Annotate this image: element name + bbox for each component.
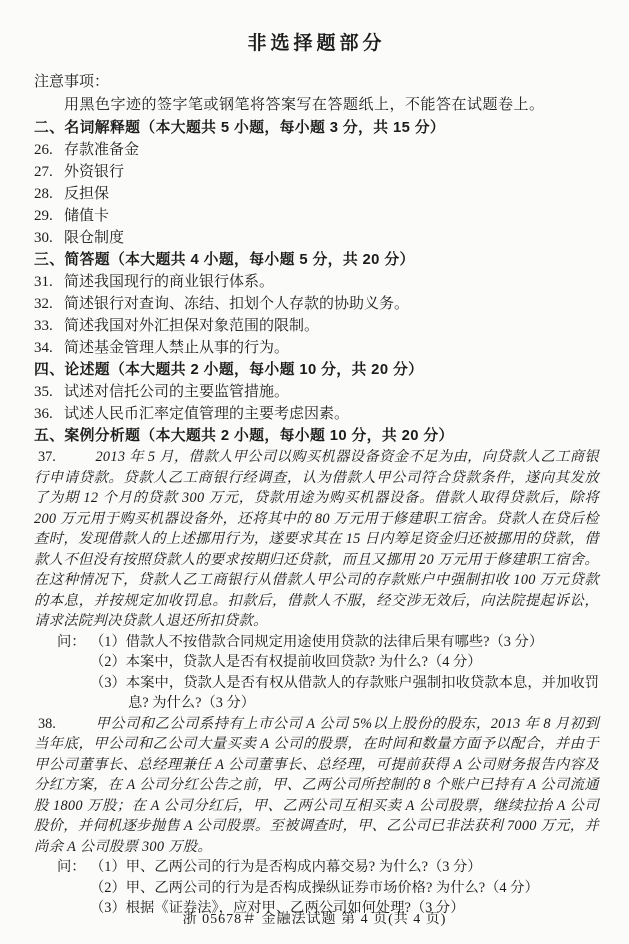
notice-text: 用黑色字迹的签字笔或钢笔将答案写在答题纸上，不能答在试题卷上。 bbox=[64, 97, 545, 113]
page-title: 非选择题部分 bbox=[247, 33, 386, 54]
list-item-36 bbox=[34, 403, 599, 425]
case-38-body-wrap bbox=[34, 714, 599, 858]
list-item-33 bbox=[34, 315, 599, 337]
page-footer: 浙 05678＃ 金融法试题 第 4 页(共 4 页) bbox=[182, 912, 447, 927]
item-number: 31. bbox=[34, 274, 53, 290]
case-37-body-wrap bbox=[34, 447, 599, 632]
item-number: 32. bbox=[34, 296, 53, 312]
list-item-32 bbox=[34, 293, 599, 315]
item-text: 简述基金管理人禁止从事的行为。 bbox=[64, 340, 290, 356]
item-number: 34. bbox=[34, 340, 53, 356]
list-item-34 bbox=[34, 337, 599, 359]
item-number: 33. bbox=[34, 318, 53, 334]
item-text: 限仓制度 bbox=[64, 230, 125, 246]
item-number: 28. bbox=[34, 186, 53, 202]
item-number: 29. bbox=[34, 208, 53, 224]
item-text: 试述人民币汇率定值管理的主要考虑因素。 bbox=[64, 406, 350, 422]
section-heading-essay: 四、论述题（本大题共 2 小题，每小题 10 分，共 20 分） bbox=[34, 362, 424, 378]
section-heading-short-answer: 三、简答题（本大题共 4 小题，每小题 5 分，共 20 分） bbox=[34, 252, 415, 268]
item-number: 30. bbox=[34, 230, 53, 246]
item-number: 27. bbox=[34, 164, 53, 180]
list-item-31 bbox=[34, 271, 599, 293]
item-number: 36. bbox=[34, 406, 53, 422]
list-item-27 bbox=[34, 161, 599, 183]
item-text: 简述我国对外汇担保对象范围的限制。 bbox=[64, 318, 320, 334]
item-text: 简述银行对查询、冻结、扣划个人存款的协助义务。 bbox=[64, 296, 410, 312]
sub-question-2: （2）本案中，贷款人是否有权提前收回贷款? 为什么?（4 分） bbox=[90, 654, 482, 670]
sub-question-3: （3）根据《证券法》，应对甲、乙两公司如何处理?（3 分） bbox=[90, 900, 465, 916]
item-text: 储值卡 bbox=[64, 208, 110, 224]
section-heading-definitions: 二、名词解释题（本大题共 5 小题，每小题 3 分，共 15 分） bbox=[34, 120, 446, 136]
case-body-text: 2013 年 5 月，借款人甲公司以购买机器设备资金不足为由，向贷款人乙工商银行申请贷款。贷款人乙工商银行经调查，认为借款人甲公司符合贷款条件，遂向其发放了为期 12 个月的贷款 300 万元，贷款用途为购买机器设备。借款人取得贷款后，除将 200 万元用于购买机器设备外，还将其中的 80 万元用于修建职工宿舍。贷款人在贷后检查时，发现借款人的上述挪用行为，遂要求其在 15 日内筹足资金归还被挪用的贷款，借款人不但没有按照贷款人的要求按期归还贷款，而且又挪用 20 万元用于修建职工宿舍。在这种情况下，贷款人乙工商银行从借款人甲公司的存款账户中强制扣收 100 万元贷款的本息，并按规定加收罚息。扣款后，借款人不服，经交涉无效后，向法院提起诉讼，请求法院判决贷款人退还所扣贷款。 bbox=[34, 449, 599, 629]
ask-label: 问： bbox=[57, 633, 86, 650]
item-text: 外资银行 bbox=[64, 164, 125, 180]
list-item-30 bbox=[34, 227, 599, 249]
case-body-text: 甲公司和乙公司系持有上市公司 A 公司 5%以上股份的股东，2013 年 8 月初到当年底，甲公司和乙公司大量买卖 A 公司的股票，在时间和数量方面予以配合，并由于甲公司董事长、总经理兼任 A 公司董事长、总经理，可提前获得 A 公司财务报告内容及分红方案，在 A 公司分红公告之前，甲、乙两公司所控制的 8 个账户已持有 A 公司流通股 1800 万股；在 A 公司分红后，甲、乙两公司互相买卖 A 公司股票，继续拉抬 A 公司股价，并伺机逐步抛售 A 公司股票。至被调查时，甲、乙公司已非法获利 7000 万元，并尚余 A 公司股票 300 万股。 bbox=[34, 715, 599, 855]
list-item-26 bbox=[34, 139, 599, 161]
list-item-35 bbox=[34, 381, 599, 403]
case-question-38 bbox=[34, 714, 599, 919]
item-number: 35. bbox=[34, 384, 53, 400]
ask-label: 问： bbox=[57, 859, 86, 875]
item-text: 存款准备金 bbox=[64, 142, 140, 158]
notice-heading: 注意事项： bbox=[34, 74, 110, 90]
item-text: 简述我国现行的商业银行体系。 bbox=[64, 274, 275, 290]
item-number: 26. bbox=[34, 142, 53, 158]
sub-question-2: （2）甲、乙两公司的行为是否构成操纵证券市场价格? 为什么?（4 分） bbox=[90, 879, 539, 896]
section-heading-case-analysis: 五、案例分析题（本大题共 2 小题，每小题 10 分，共 20 分） bbox=[34, 428, 454, 444]
case-question-37 bbox=[34, 447, 599, 714]
list-item-29 bbox=[34, 205, 599, 227]
item-text: 反担保 bbox=[64, 186, 110, 202]
sub-question-3: （3）本案中，贷款人是否有权从借款人的存款账户强制扣收贷款本息，并加收罚息? 为什么?（3 分） bbox=[90, 674, 599, 711]
case-number: 37. bbox=[38, 449, 56, 465]
list-item-28 bbox=[34, 183, 599, 205]
case-number: 38. bbox=[38, 715, 56, 732]
case-37-questions bbox=[34, 632, 599, 714]
item-text: 试述对信托公司的主要监管措施。 bbox=[64, 384, 290, 400]
sub-question-1: （1）甲、乙两公司的行为是否构成内幕交易? 为什么?（3 分） bbox=[90, 859, 482, 875]
sub-question-1: （1）借款人不按借款合同规定用途使用贷款的法律后果有哪些?（3 分） bbox=[90, 633, 544, 650]
